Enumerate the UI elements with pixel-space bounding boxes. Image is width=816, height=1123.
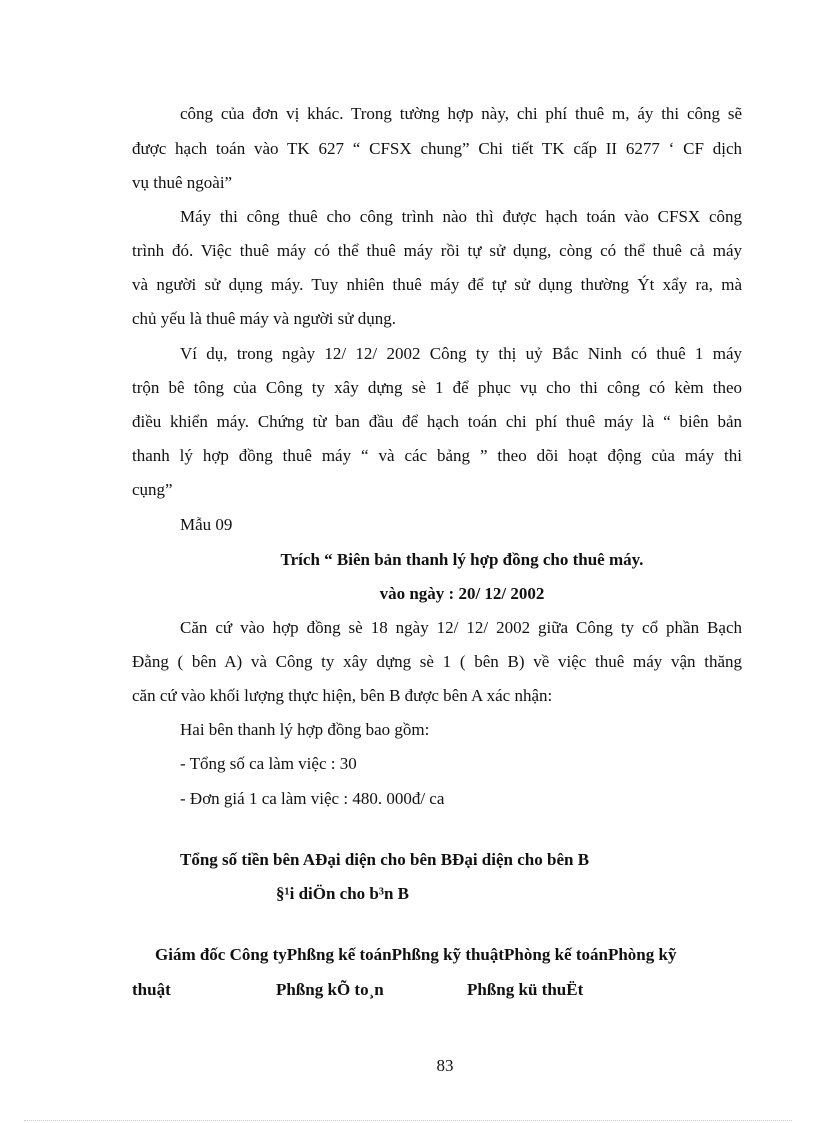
signature-header-line-2: §¹i diÖn cho b³n B [276, 884, 410, 903]
paragraph-1-line-1: công của đơn vị khác. Trong tường hợp này, chi phí thuê m, áy thi công sẽ [180, 104, 742, 123]
paragraph-2-line-2: trình đó. Việc thuê máy có thể thuê máy rồi tự sử dụng, còng có thể thuê cả máy [132, 241, 742, 260]
page-number: 83 [436, 1056, 454, 1075]
document-title: Trích “ Biên bản thanh lý hợp đồng cho thuê máy. [280, 550, 644, 569]
signature-roles-line-2a: thuật [132, 980, 171, 999]
paragraph-3-line-1: Ví dụ, trong ngày 12/ 12/ 2002 Công ty thị uỷ Bắc Ninh có thuê 1 máy [180, 344, 742, 363]
paragraph-2-line-1: Máy thi công thuê cho công trình nào thì được hạch toán vào CFSX công [180, 207, 742, 226]
paragraph-1-line-3: vụ thuê ngoài” [132, 173, 233, 192]
signature-roles-line-1: Giám đốc Công tyPhßng kế toánPhßng kỹ thuậtPhòng kế toánPhòng kỹ [155, 945, 677, 964]
paragraph-3-line-3: điều khiển máy. Chứng từ ban đầu để hạch toán chi phí thuê máy là “ biên bản [132, 412, 742, 431]
paragraph-3-line-4: thanh lý hợp đồng thuê máy “ và các bảng ” theo dõi hoạt động của máy thi [132, 446, 742, 465]
footer-divider [24, 1120, 792, 1121]
list-intro: Hai bên thanh lý hợp đồng bao gồm: [180, 720, 430, 739]
paragraph-2-line-4: chủ yếu là thuê máy và người sử dụng. [132, 309, 396, 328]
paragraph-4-line-3: căn cứ vào khối lượng thực hiện, bên B được bên A xác nhận: [132, 686, 553, 705]
list-item: - Đơn giá 1 ca làm việc : 480. 000đ/ ca [180, 789, 445, 808]
signature-roles-line-2c: Phßng kü thuËt [467, 980, 584, 999]
signature-header-line-1: Tổng số tiền bên AĐại diện cho bên BĐại diện cho bên B [180, 850, 590, 869]
list-item: - Tổng số ca làm việc : 30 [180, 754, 357, 773]
paragraph-3-line-5: cụng” [132, 480, 173, 499]
paragraph-2-line-3: và người sử dụng máy. Tuy nhiên thuê máy để tự sử dụng thường Ýt xẩy ra, mà [132, 275, 742, 294]
form-label: Mẫu 09 [180, 515, 233, 534]
paragraph-3-line-2: trộn bê tông của Công ty xây dựng sè 1 để phục vụ cho thi công có kèm theo [132, 378, 742, 397]
signature-roles-line-2b: Phßng kÕ to¸n [276, 980, 384, 999]
paragraph-4-line-2: Đằng ( bên A) và Công ty xây dựng sè 1 ( bên B) về việc thuê máy vận thăng [132, 652, 742, 671]
document-date: vào ngày : 20/ 12/ 2002 [379, 584, 545, 603]
paragraph-4-line-1: Căn cứ vào hợp đồng sè 18 ngày 12/ 12/ 2002 giữa Công ty cổ phần Bạch [180, 618, 742, 637]
paragraph-1-line-2: được hạch toán vào TK 627 “ CFSX chung” Chi tiết TK cấp II 6277 ‘ CF dịch [132, 139, 742, 158]
